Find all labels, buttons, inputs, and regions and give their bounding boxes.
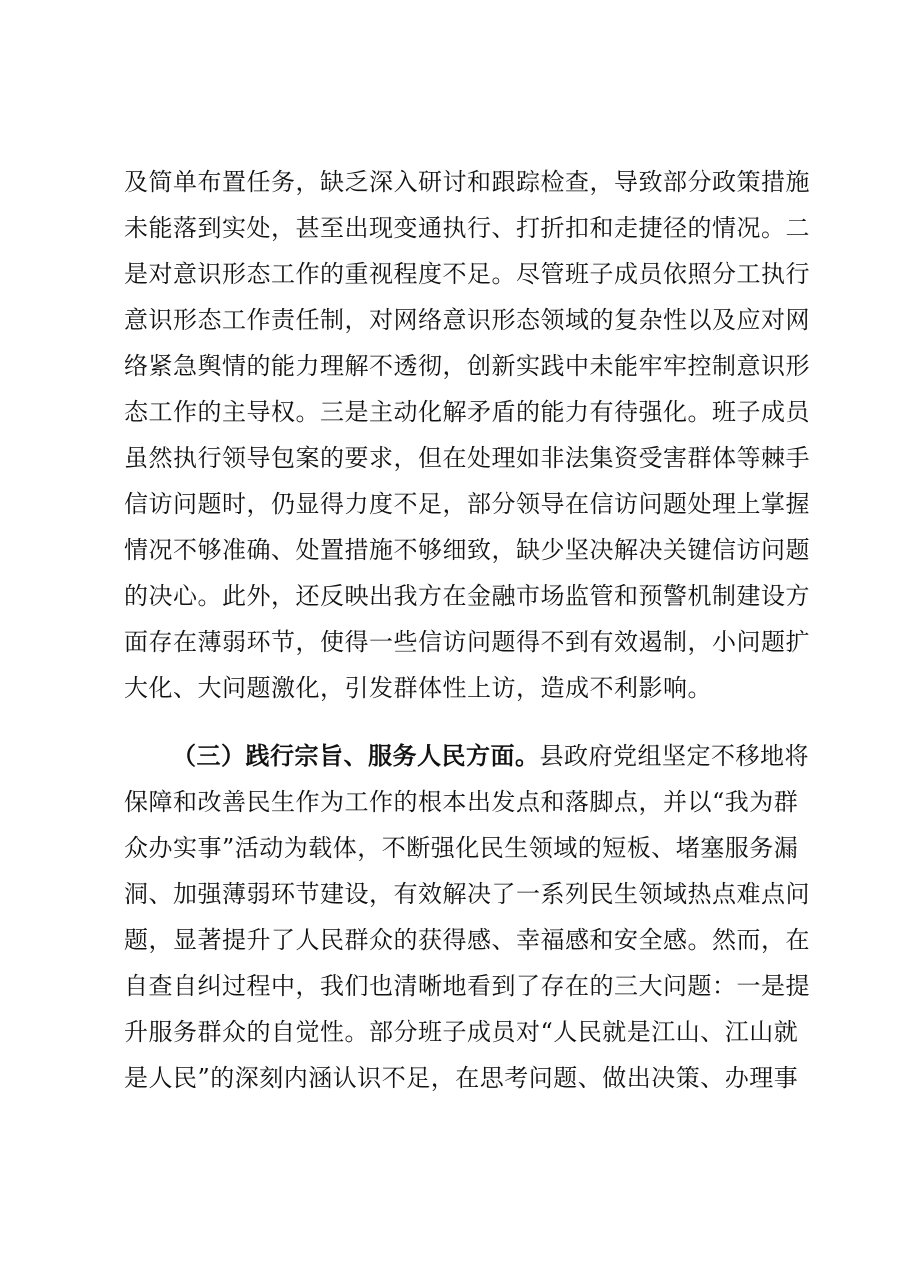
paragraph-1-line-10: 的决心。此外，还反映出我方在金融市场监管和预警机制建设方 [124, 582, 810, 610]
paragraph-2-line-2: 保障和改善民生作为工作的根本出发点和落脚点，并以“我为群 [124, 788, 799, 816]
paragraph-2-line-3: 众办实事”活动为载体，不断强化民生领域的短板、堵塞服务漏 [124, 834, 799, 862]
paragraph-1-line-4: 意识形态工作责任制，对网络意识形态领域的复杂性以及应对网 [124, 306, 810, 334]
section-heading: （三）践行宗旨、服务人民方面。 [172, 741, 540, 770]
paragraph-2-first-line-text: 县政府党组坚定不移地将 [539, 742, 809, 770]
paragraph-2-line-4: 洞、加强薄弱环节建设，有效解决了一系列民生领域热点难点问 [124, 880, 810, 908]
paragraph-1-line-1: 及简单布置任务，缺乏深入研讨和跟踪检查，导致部分政策措施 [124, 168, 810, 196]
paragraph-1-line-12: 大化、大问题激化，引发群体性上访，造成不利影响。 [124, 674, 712, 702]
paragraph-2-first-line [172, 734, 809, 778]
paragraph-1-line-8: 信访问题时，仍显得力度不足，部分领导在信访问题处理上掌握 [124, 490, 810, 518]
paragraph-1-line-9: 情况不够准确、处置措施不够细致，缺少坚决解决关键信访问题 [124, 536, 810, 564]
paragraph-2-line-8: 是人民”的深刻内涵认识不足，在思考问题、做出决策、办理事 [124, 1064, 799, 1092]
paragraph-1-line-11: 面存在薄弱环节，使得一些信访问题得不到有效遏制，小问题扩 [124, 628, 810, 656]
paragraph-1-line-6: 态工作的主导权。三是主动化解矛盾的能力有待强化。班子成员 [124, 398, 810, 426]
paragraph-1-line-2: 未能落到实处，甚至出现变通执行、打折扣和走捷径的情况。二 [124, 214, 810, 242]
paragraph-1-line-3: 是对意识形态工作的重视程度不足。尽管班子成员依照分工执行 [124, 260, 810, 288]
paragraph-1-line-7: 虽然执行领导包案的要求，但在处理如非法集资受害群体等棘手 [124, 444, 810, 472]
paragraph-1-line-5: 络紧急舆情的能力理解不透彻，创新实践中未能牢牢控制意识形 [124, 352, 810, 380]
paragraph-2-line-6: 自查自纠过程中，我们也清晰地看到了存在的三大问题：一是提 [124, 972, 810, 1000]
paragraph-2-line-5: 题，显著提升了人民群众的获得感、幸福感和安全感。然而，在 [124, 926, 810, 954]
paragraph-2-line-7: 升服务群众的自觉性。部分班子成员对“人民就是江山、江山就 [124, 1018, 799, 1046]
